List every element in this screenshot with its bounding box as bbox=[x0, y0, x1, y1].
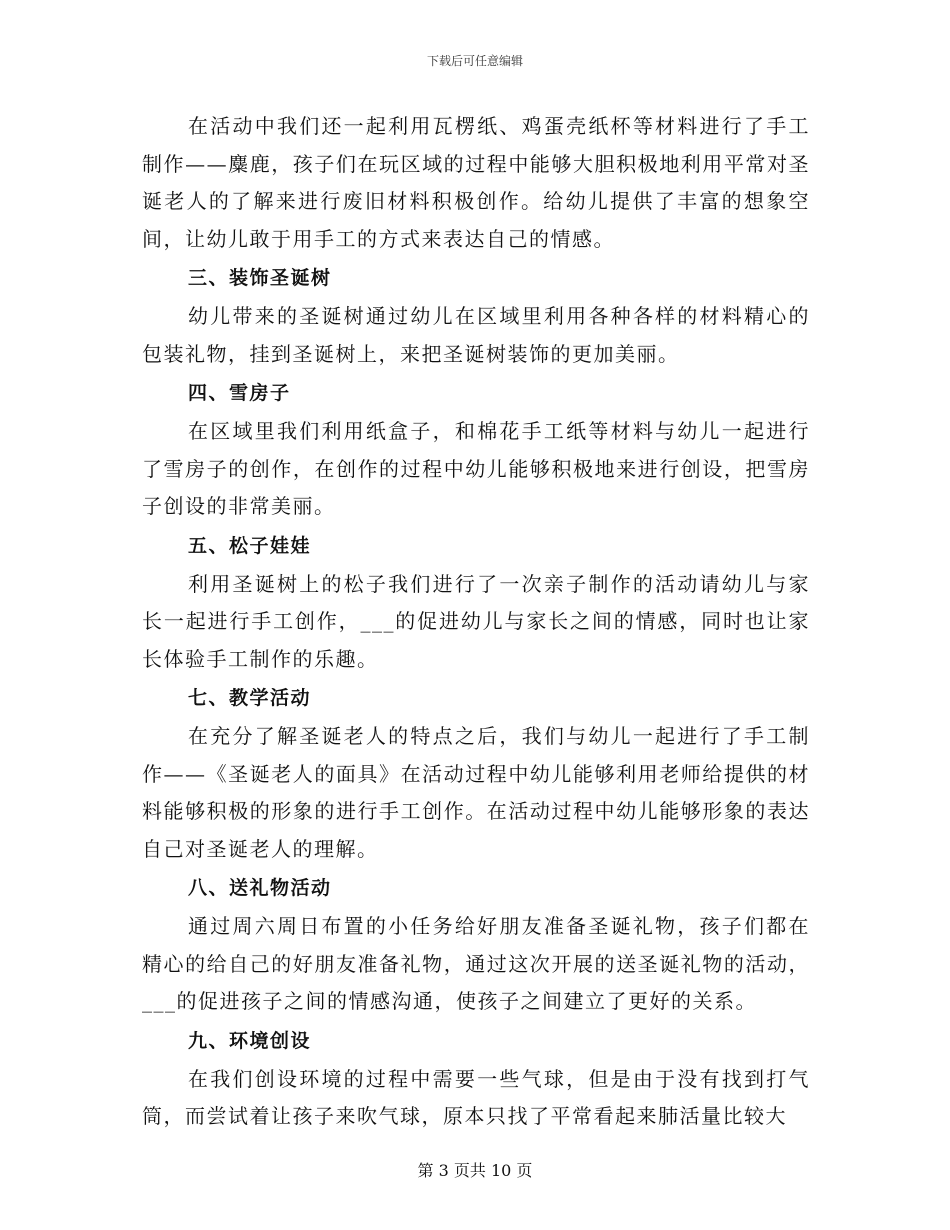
page-number: 第 3 页共 10 页 bbox=[417, 1161, 533, 1180]
paragraph: 在我们创设环境的过程中需要一些气球，但是由于没有找到打气筒，而尝试着让孩子来吹气球，原本只找了平常看起来肺活量比较大 bbox=[142, 1066, 810, 1128]
paragraph: 通过周六周日布置的小任务给好朋友准备圣诞礼物，孩子们都在精心的给自己的好朋友准备礼物，通过这次开展的送圣诞礼物的活动，___的促进孩子之间的情感沟通，使孩子之间建立了更好的关系。 bbox=[142, 914, 810, 1013]
section-heading: 八、送礼物活动 bbox=[188, 877, 332, 899]
paragraph: 在活动中我们还一起利用瓦楞纸、鸡蛋壳纸杯等材料进行了手工制作——麋鹿，孩子们在玩区域的过程中能够大胆积极地利用平常对圣诞老人的了解来进行废旧材料积极创作。给幼儿提供了丰富的想象空间，让幼儿敢于用手工的方式来表达自己的情感。 bbox=[142, 114, 810, 251]
section-heading: 五、松子娃娃 bbox=[188, 534, 312, 557]
paragraph: 幼儿带来的圣诞树通过幼儿在区域里利用各种各样的材料精心的包装礼物，挂到圣诞树上，来把圣诞树装饰的更加美丽。 bbox=[142, 304, 810, 366]
section-heading: 三、装饰圣诞树 bbox=[188, 267, 332, 289]
page-header: 下载后可任意编辑 bbox=[426, 54, 523, 68]
document-body bbox=[142, 108, 810, 1136]
section-heading: 七、教学活动 bbox=[188, 687, 312, 709]
section-heading: 九、环境创设 bbox=[188, 1029, 312, 1052]
paragraph: 利用圣诞树上的松子我们进行了一次亲子制作的活动请幼儿与家长一起进行手工创作，___的促进幼儿与家长之间的情感，同时也让家长体验手工制作的乐趣。 bbox=[142, 571, 810, 671]
section-heading: 四、雪房子 bbox=[188, 382, 291, 404]
paragraph: 在区域里我们利用纸盒子，和棉花手工纸等材料与幼儿一起进行了雪房子的创作，在创作的过程中幼儿能够积极地来进行创设，把雪房子创设的非常美丽。 bbox=[142, 419, 810, 518]
paragraph: 在充分了解圣诞老人的特点之后，我们与幼儿一起进行了手工制作——《圣诞老人的面具》在活动过程中幼儿能够利用老师给提供的材料能够积极的形象的进行手工创作。在活动过程中幼儿能够形象的表达自己对圣诞老人的理解。 bbox=[142, 724, 810, 861]
